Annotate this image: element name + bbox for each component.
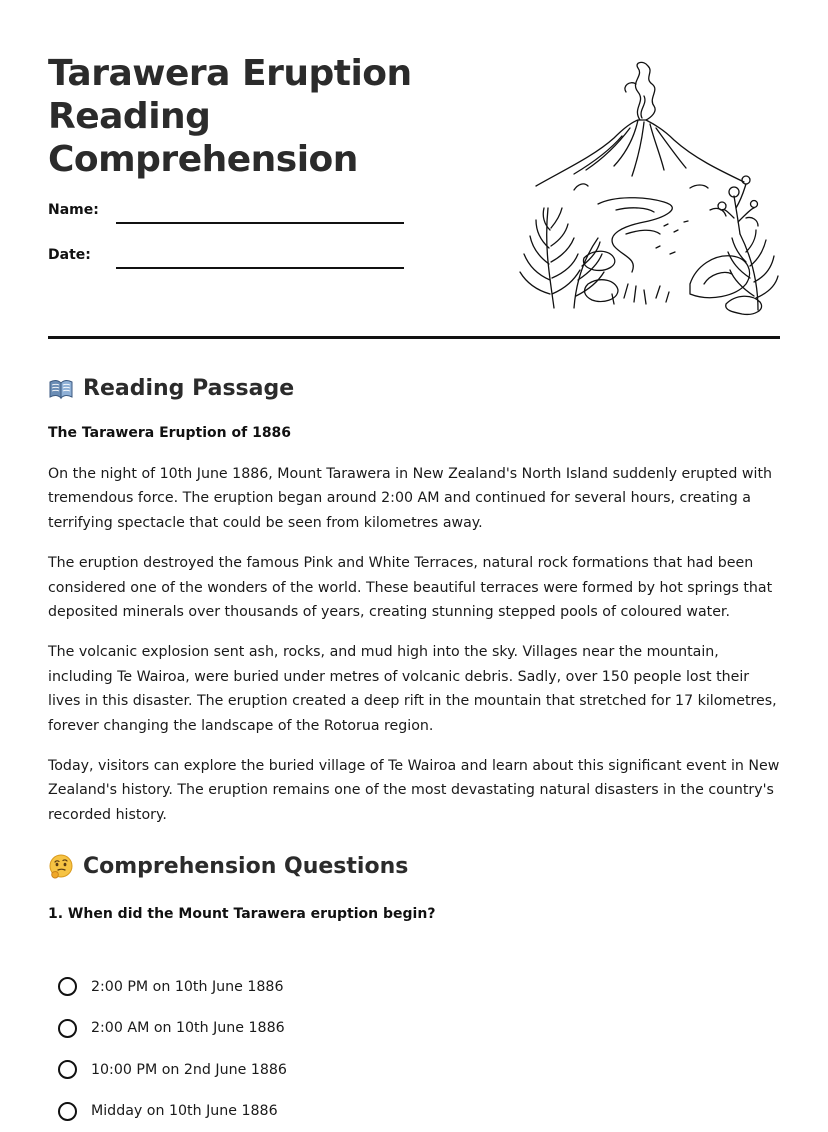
name-label: Name: — [48, 202, 99, 218]
passage-paragraph: The volcanic explosion sent ash, rocks, and mud high into the sky. Villages near the mountain, including Te Wairoa, were buried under metres of volcanic debris. Sadly, over 150 people lost their lives in this disaster. The eruption created a deep rift in the mountain that stretched for 17 kilometres, forever changing the landscape of the Rotorua region. — [48, 640, 780, 738]
page-title: Tarawera Eruption Reading Comprehension — [48, 52, 468, 181]
question-text: 1. When did the Mount Tarawera eruption begin? — [48, 906, 435, 922]
name-line[interactable] — [116, 222, 404, 224]
passage-paragraph: On the night of 10th June 1886, Mount Tarawera in New Zealand's North Island suddenly erupted with tremendous force. The eruption began around 2:00 AM and continued for several hours, creating a terrifying spectacle that could be seen from kilometres away. — [48, 462, 780, 535]
passage-paragraph: The eruption destroyed the famous Pink and White Terraces, natural rock formations that had been considered one of the wonders of the world. These beautiful terraces were formed by hot springs that deposited minerals over thousands of years, creating stunning stepped pools of coloured water. — [48, 551, 780, 624]
comprehension-questions-heading-text: Comprehension Questions — [83, 853, 408, 881]
radio-button[interactable] — [58, 1019, 77, 1038]
passage-title: The Tarawera Eruption of 1886 — [48, 425, 291, 441]
answer-option-label: 2:00 AM on 10th June 1886 — [91, 1020, 285, 1036]
radio-button[interactable] — [58, 977, 77, 996]
name-field — [48, 196, 408, 226]
date-line[interactable] — [116, 267, 404, 269]
worksheet-page — [48, 0, 780, 1118]
answer-option-label: 2:00 PM on 10th June 1886 — [91, 979, 284, 995]
passage-paragraph: Today, visitors can explore the buried village of Te Wairoa and learn about this significant event in New Zealand's history. The eruption remains one of the most devastating natural disasters in the country's recorded history. — [48, 754, 780, 827]
open-book-icon — [48, 376, 74, 402]
radio-button[interactable] — [58, 1060, 77, 1079]
answer-option[interactable] — [58, 1008, 558, 1050]
worksheet-header — [48, 0, 780, 340]
volcano-illustration — [514, 58, 780, 320]
answer-option-label: Midday on 10th June 1886 — [91, 1103, 278, 1119]
answer-option[interactable] — [58, 1091, 558, 1132]
thinking-face-icon — [48, 854, 74, 880]
answer-option-label: 10:00 PM on 2nd June 1886 — [91, 1062, 287, 1078]
reading-passage-heading — [48, 375, 294, 403]
answer-option[interactable] — [58, 1049, 558, 1091]
reading-passage-heading-text: Reading Passage — [83, 375, 294, 403]
header-divider — [48, 336, 780, 339]
reading-passage — [48, 462, 780, 843]
answer-options — [58, 966, 558, 1132]
date-field — [48, 241, 408, 271]
comprehension-questions-heading — [48, 853, 408, 881]
date-label: Date: — [48, 247, 91, 263]
answer-option[interactable] — [58, 966, 558, 1008]
